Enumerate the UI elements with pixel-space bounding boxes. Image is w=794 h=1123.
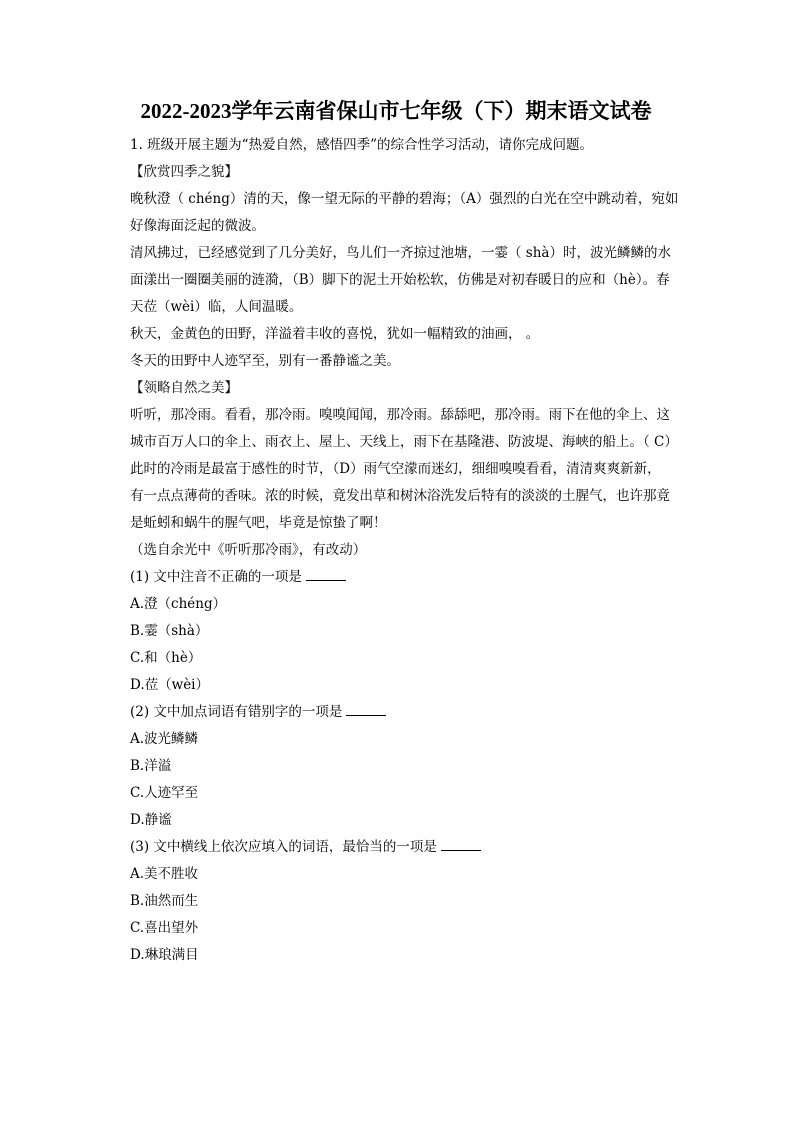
- answer-blank: [306, 568, 346, 581]
- passage-line: 此时的冷雨是最富于感性的时节，（D）雨气空濛而迷幻，细细嗅嗅看看，清清爽爽新新，: [130, 461, 661, 477]
- passage-line: 有一点点薄荷的香味。浓的时候，竟发出草和树沐浴洗发后特有的淡淡的土腥气，也许那竟: [130, 488, 670, 504]
- question-3-option-c: C.喜出望外: [130, 920, 199, 936]
- question-2-option-c: C.人迹罕至: [130, 785, 199, 801]
- question-3-option-a: A.美不胜收: [130, 866, 199, 882]
- question-1-stem: [130, 564, 702, 591]
- question-1-option-a: A.澄（chéng）: [130, 596, 227, 612]
- page-title: 2022-2023学年云南省保山市七年级（下）期末语文试卷: [140, 99, 652, 123]
- question-2-stem: [130, 699, 702, 726]
- question-1-option-c: C.和（hè）: [130, 650, 202, 666]
- passage-line: 好像海面泛起的微波。: [130, 218, 265, 234]
- section-heading-nature: 【领略自然之美】: [130, 380, 238, 396]
- passage-line: 清风拂过，已经感觉到了几分美好，鸟儿们一齐掠过池塘，一霎（ shà）时，波光鳞鳞的水: [130, 245, 671, 261]
- question-1-stem-text: (1) 文中注音不正确的一项是: [130, 569, 302, 585]
- question-2-option-a: A.波光鳞鳞: [130, 731, 199, 747]
- question-3-option-d: D.琳琅满目: [130, 947, 199, 963]
- passage-line: 面漾出一圈圈美丽的涟漪，（B）脚下的泥土开始松软，仿佛是对初春暖日的应和（hè）。春: [130, 272, 670, 288]
- answer-blank: [346, 703, 386, 716]
- passage-line: 是蚯蚓和蜗牛的腥气吧，毕竟是惊蛰了啊！: [130, 515, 387, 531]
- question-1-option-d: D.莅（wèi）: [130, 677, 209, 693]
- section-heading-seasons: 【欣赏四季之貌】: [130, 164, 238, 180]
- passage-line: 晚秋澄（ chéng）清的天，像一望无际的平静的碧海；（A）强烈的白光在空中跳动着，宛如: [130, 191, 679, 207]
- passage-line: 冬天的田野中人迹罕至，别有一番静谧之美。: [130, 353, 400, 369]
- question-1-option-b: B.霎（shà）: [130, 623, 209, 639]
- passage-line: 城市百万人口的伞上、雨衣上、屋上、天线上，雨下在基隆港、防波堤、海峡的船上。（ C）: [130, 434, 678, 450]
- question-1-intro: 1. 班级开展主题为“热爱自然，感悟四季”的综合性学习活动，请你完成问题。: [130, 137, 593, 153]
- question-3-stem: [130, 834, 702, 861]
- answer-blank: [441, 838, 481, 851]
- passage-source: （选自余光中《听听那冷雨》，有改动）: [130, 542, 367, 558]
- passage-line: 听听，那冷雨。看看，那冷雨。嗅嗅闻闻，那冷雨。舔舔吧，那冷雨。雨下在他的伞上、这: [130, 407, 670, 423]
- question-2-option-b: B.洋溢: [130, 758, 172, 774]
- passage-line: 天莅（wèi）临，人间温暖。: [130, 299, 303, 315]
- question-2-option-d: D.静谧: [130, 812, 172, 828]
- question-3-stem-text: (3) 文中横线上依次应填入的词语，最恰当的一项是: [130, 839, 437, 855]
- question-2-stem-text: (2) 文中加点词语有错别字的一项是: [130, 704, 343, 720]
- passage-line: 秋天，金黄色的田野，洋溢着丰收的喜悦，犹如一幅精致的油画， 。: [130, 326, 540, 342]
- question-3-option-b: B.油然而生: [130, 893, 199, 909]
